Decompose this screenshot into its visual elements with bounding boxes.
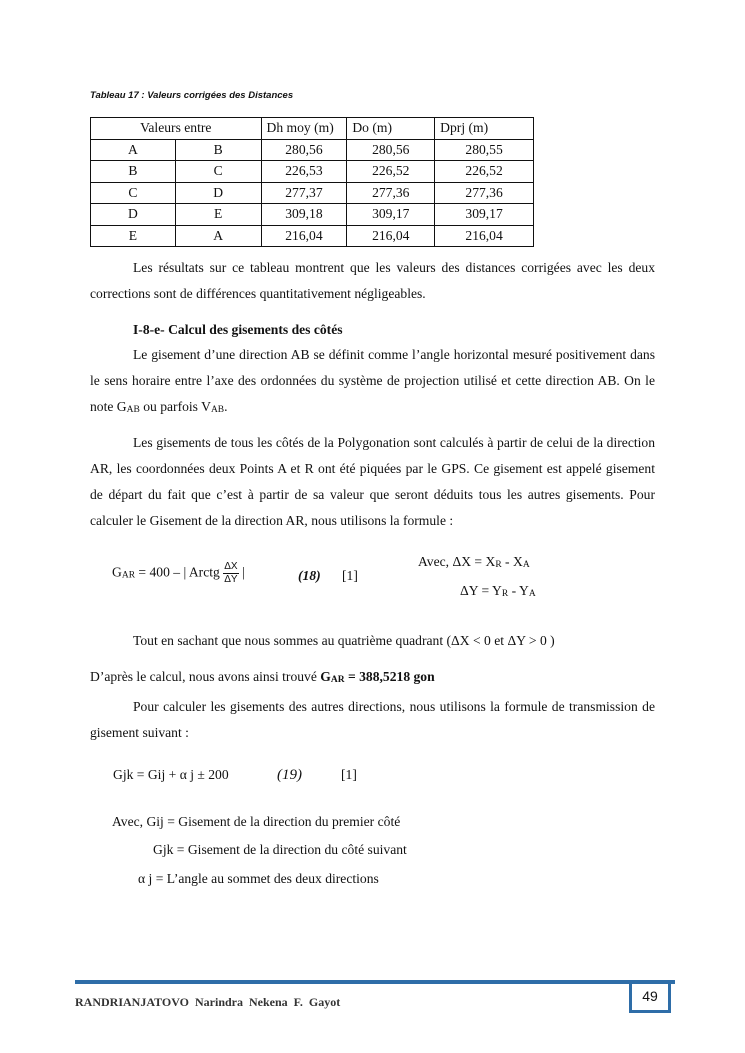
subscript: A	[522, 560, 530, 570]
fraction	[223, 561, 238, 586]
footer-author: RANDRIANJATOVO Narindra Nekena F. Gayot	[75, 995, 341, 1009]
subscript: AB	[126, 405, 140, 415]
paragraph-definition	[90, 342, 655, 423]
page-number: 49	[629, 981, 671, 1013]
denominator: ΔY	[224, 574, 238, 585]
table-cell: 277,36	[347, 182, 435, 204]
subscript: A	[528, 589, 536, 599]
table-caption: Tableau 17 : Valeurs corrigées des Distances	[90, 90, 294, 101]
table-cell: 280,55	[435, 139, 534, 161]
table-cell: 226,52	[347, 161, 435, 183]
table-row	[91, 139, 534, 161]
reference-19: [1]	[341, 767, 357, 782]
table-cell: C	[91, 182, 176, 204]
subscript: AB	[210, 405, 225, 415]
table-cell: B	[91, 161, 176, 183]
table-cell: 216,04	[347, 225, 435, 247]
paragraph-transmission: Pour calculer les gisements des autres directions, nous utilisons la formule de transmission de gisement suivant :	[90, 699, 655, 740]
table-cell: 277,36	[435, 182, 534, 204]
numerator: ΔX	[224, 561, 238, 572]
text: G	[112, 564, 122, 580]
equation-number-18: (18)	[298, 568, 321, 583]
subscript: R	[501, 589, 509, 599]
paragraph-results: Les résultats sur ce tableau montrent que les valeurs des distances corrigées avec les deux corrections sont de différences quantitativement négligeables.	[90, 260, 655, 301]
text: D’après le calcul, nous avons ainsi trouvé	[90, 669, 321, 684]
table-cell: D	[175, 182, 261, 204]
equation-number-19: (19)	[277, 767, 302, 783]
table-cell: B	[175, 139, 261, 161]
paragraph-gisements: Les gisements de tous les côtés de la Polygonation sont calculés à partir de celui de la direction AR, les coordonnées deux Points A et R ont été piquées par le GPS. Ce gisement est appelé gisement de départ du fait que c’est à partir de sa valeur que seront déduits tous les autres gisements. Pour calculer le Gisement de la direction AR, nous utilisons la formule :	[90, 435, 655, 528]
definition-alpha: α j = L’angle au sommet des deux directions	[138, 871, 379, 886]
table-cell: A	[91, 139, 176, 161]
table-header: Do (m)	[347, 118, 435, 140]
text: ou parfois V	[139, 399, 211, 414]
formula-19: Gjk = Gij + α j ± 200	[113, 767, 229, 782]
table-cell: D	[91, 204, 176, 226]
text: = 400 – | Arctg	[135, 564, 224, 580]
text: = 388,5218 gon	[344, 669, 435, 684]
distances-table	[90, 117, 534, 247]
table-cell: 226,53	[261, 161, 347, 183]
footer-rule	[75, 980, 675, 984]
text: Le gisement d’une direction AB se définit comme l’angle horizontal mesuré positivement dans le sens horaire entre l’axe des ordonnées du système de projection utilisé et cette direction AB. On le note G	[90, 347, 655, 414]
delta-x-definition	[418, 554, 530, 570]
table-header: Dh moy (m)	[261, 118, 347, 140]
reference-18: [1]	[342, 568, 358, 583]
table-cell: 280,56	[347, 139, 435, 161]
table-cell: E	[91, 225, 176, 247]
text: G	[320, 669, 331, 684]
subscript: AR	[121, 570, 136, 581]
paragraph-result-gar	[90, 669, 435, 685]
table-cell: 280,56	[261, 139, 347, 161]
subscript: AR	[330, 675, 345, 685]
table-cell: C	[175, 161, 261, 183]
table-row	[91, 204, 534, 226]
formula-18	[112, 561, 245, 586]
text: - X	[501, 554, 523, 569]
table-cell: 309,17	[435, 204, 534, 226]
table-cell: E	[175, 204, 261, 226]
paragraph-quadrant: Tout en sachant que nous sommes au quatrième quadrant (ΔX < 0 et ΔY > 0 )	[133, 633, 555, 648]
text: Avec, ΔX = X	[418, 554, 496, 569]
table-header-row	[91, 118, 534, 140]
text: |	[238, 564, 245, 580]
table-cell: 309,17	[347, 204, 435, 226]
delta-y-definition	[460, 583, 536, 599]
definition-gjk: Gjk = Gisement de la direction du côté suivant	[153, 842, 407, 857]
table-cell: 277,37	[261, 182, 347, 204]
section-heading: I-8-e- Calcul des gisements des côtés	[133, 322, 343, 337]
subscript: R	[495, 560, 502, 570]
table-header: Valeurs entre	[91, 118, 262, 140]
table-row	[91, 225, 534, 247]
text: - Y	[508, 583, 529, 598]
text: .	[224, 399, 228, 414]
table-row	[91, 161, 534, 183]
table-cell: 309,18	[261, 204, 347, 226]
table-header: Dprj (m)	[435, 118, 534, 140]
table-cell: 226,52	[435, 161, 534, 183]
table-row	[91, 182, 534, 204]
table-cell: 216,04	[261, 225, 347, 247]
text: ΔY = Y	[460, 583, 502, 598]
table-cell: A	[175, 225, 261, 247]
definition-gij: Avec, Gij = Gisement de la direction du premier côté	[112, 814, 401, 829]
table-cell: 216,04	[435, 225, 534, 247]
